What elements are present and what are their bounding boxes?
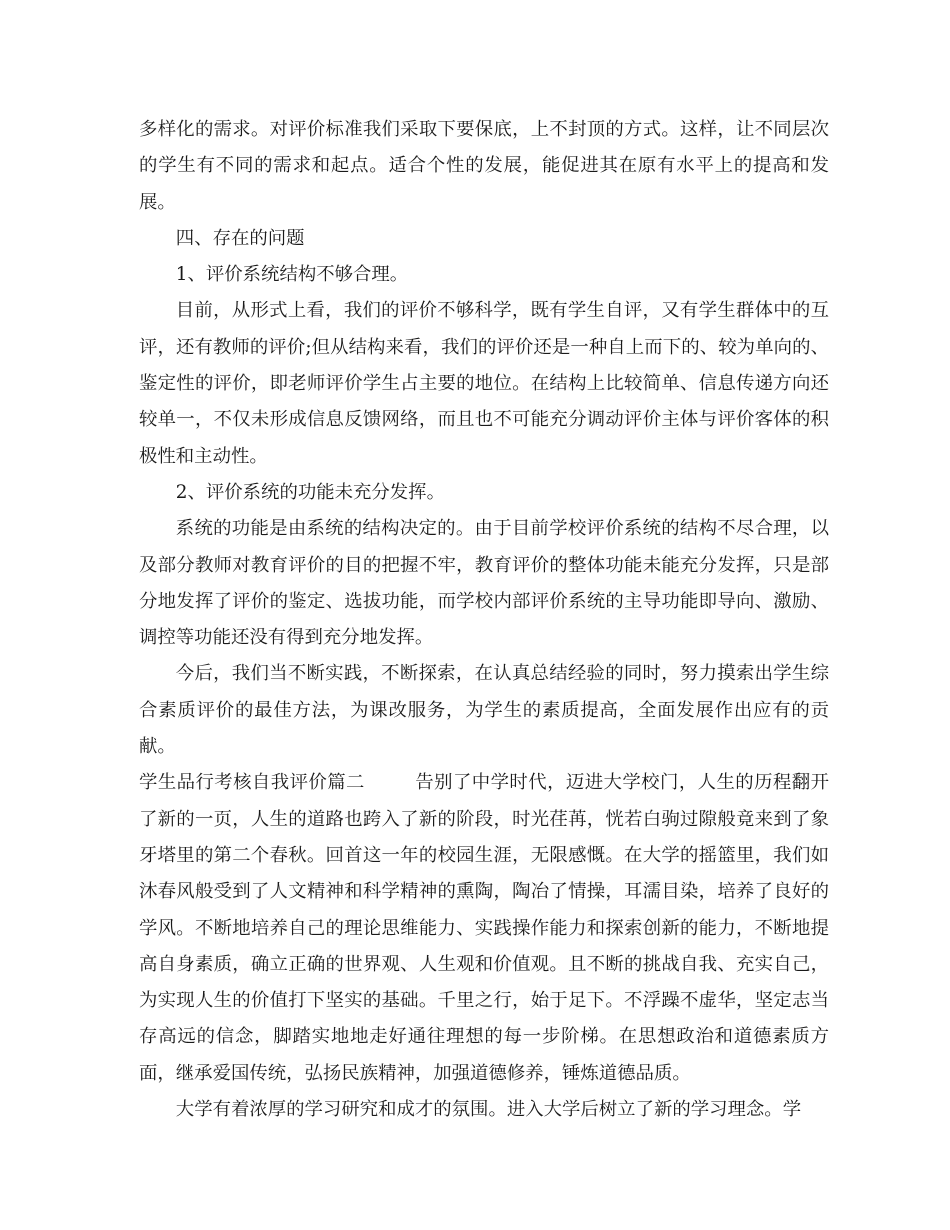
- paragraph-future: 今后，我们当不断实践，不断探索，在认真总结经验的同时，努力摸索出学生综合素质评价的最佳方法，为课改服务，为学生的素质提高，全面发展作出应有的贡献。: [139, 663, 829, 758]
- section-heading-problems: 四、存在的问题: [175, 227, 305, 249]
- document-body: [139, 112, 829, 1128]
- section-two-title: 学生品行考核自我评价篇二: [139, 772, 365, 794]
- section-two-intro: 告别了中学时代，迈进大学校门，人生的历程翻开了新的一页，人生的道路也跨入了新的阶段，时光荏苒，恍若白驹过隙般竟来到了象牙塔里的第二个春秋。回首这一年的校园生涯，无限感慨。在大学的摇篮里，我们如沐春风般受到了人文精神和科学精神的熏陶，陶冶了情操，耳濡目染，培养了良好的学风。不断地培养自己的理论思维能力、实践操作能力和探索创新的能力，不断地提高自身素质，确立正确的世界观、人生观和价值观。且不断的挑战自我、充实自己，为实现人生的价值打下坚实的基础。千里之行，始于足下。不浮躁不虚华，坚定志当存高远的信念，脚踏实地地走好通往理想的每一步阶梯。在思想政治和道德素质方面，继承爱国传统，弘扬民族精神，加强道德修养，锤炼道德品质。: [139, 772, 829, 1084]
- section-two-paragraph: [139, 765, 829, 1092]
- subheading-function: 2、评价系统的功能未充分发挥。: [175, 481, 445, 503]
- paragraph-university-study: 大学有着浓厚的学习研究和成才的氛围。进入大学后树立了新的学习理念。学: [175, 1099, 802, 1121]
- subheading-structure: 1、评价系统结构不够合理。: [175, 264, 409, 286]
- paragraph-structure: 目前，从形式上看，我们的评价不够科学，既有学生自评，又有学生群体中的互评，还有教师的评价;但从结构来看，我们的评价还是一种自上而下的、较为单向的、鉴定性的评价，即老师评价学生占主要的地位。在结构上比较简单、信息传递方向还较单一，不仅未形成信息反馈网络，而且也不可能充分调动评价主体与评价客体的积极性和主动性。: [139, 300, 829, 467]
- paragraph-continuation: 多样化的需求。对评价标准我们采取下要保底，上不封顶的方式。这样，让不同层次的学生有不同的需求和起点。适合个性的发展，能促进其在原有水平上的提高和发展。: [139, 119, 829, 213]
- paragraph-function: 系统的功能是由系统的结构决定的。由于目前学校评价系统的结构不尽合理，以及部分教师对教育评价的目的把握不牢，教育评价的整体功能未能充分发挥，只是部分地发挥了评价的鉴定、选拔功能，而学校内部评价系统的主导功能即导向、激励、调控等功能还没有得到充分地发挥。: [139, 518, 829, 649]
